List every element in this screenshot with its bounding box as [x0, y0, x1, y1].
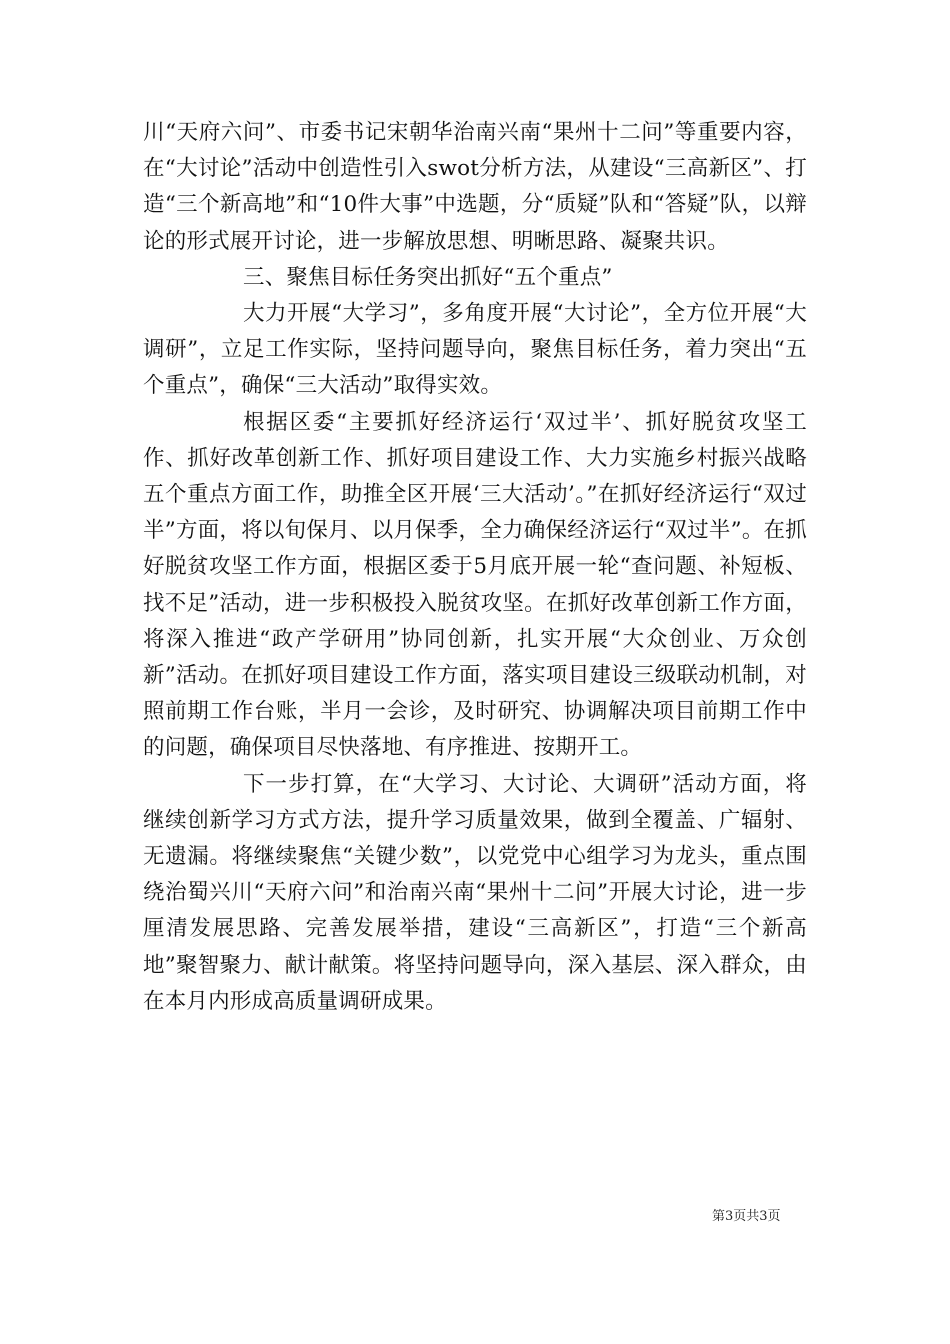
document-body — [143, 115, 807, 1020]
section-heading: 三、聚焦目标任务突出抓好“五个重点” — [243, 264, 613, 290]
paragraph-three-activities: 大力开展“大学习”，多角度开展“大讨论”，全方位开展“大调研”，立足工作实际，坚持问题导向，聚焦目标任务，着力突出“五个重点”，确保“三大活动”取得实效。 — [143, 301, 807, 399]
paragraph-five-priorities: 根据区委“主要抓好经济运行‘双过半’、抓好脱贫攻坚工作、抓好改革创新工作、抓好项目建设工作、大力实施乡村振兴战略五个重点方面工作，助推全区开展‘三大活动’。”在抓好经济运行“双过半”方面，将以旬保月、以月保季，全力确保经济运行“双过半”。在抓好脱贫攻坚工作方面，根据区委于5月底开展一轮“查问题、补短板、找不足”活动，进一步积极投入脱贫攻坚。在抓好改革创新工作方面，将深入推进“政产学研用”协同创新，扎实开展“大众创业、万众创新”活动。在抓好项目建设工作方面，落实项目建设三级联动机制，对照前期工作台账，半月一会诊，及时研究、协调解决项目前期工作中的问题，确保项目尽快落地、有序推进、按期开工。 — [143, 409, 807, 761]
page-number-footer: 第3页共3页 — [712, 1209, 781, 1224]
paragraph-next-steps: 下一步打算，在“大学习、大讨论、大调研”活动方面，将继续创新学习方式方法，提升学习质量效果，做到全覆盖、广辐射、无遗漏。将继续聚焦“关键少数”，以党党中心组学习为龙头，重点围绕治蜀兴川“天府六问”和治南兴南“果州十二问”开展大讨论，进一步厘清发展思路、完善发展举措，建设“三高新区”，打造“三个新高地”聚智聚力、献计献策。将坚持问题导向，深入基层、深入群众，由在本月内形成高质量调研成果。 — [143, 771, 807, 1014]
paragraph-continuation: 川“天府六问”、市委书记宋朝华治南兴南“果州十二问”等重要内容，在“大讨论”活动中创造性引入swot分析方法，从建设“三高新区”、打造“三个新高地”和“10件大事”中选题，分“质疑”队和“答疑”队，以辩论的形式展开讨论，进一步解放思想、明晰思路、凝聚共识。 — [143, 120, 807, 254]
